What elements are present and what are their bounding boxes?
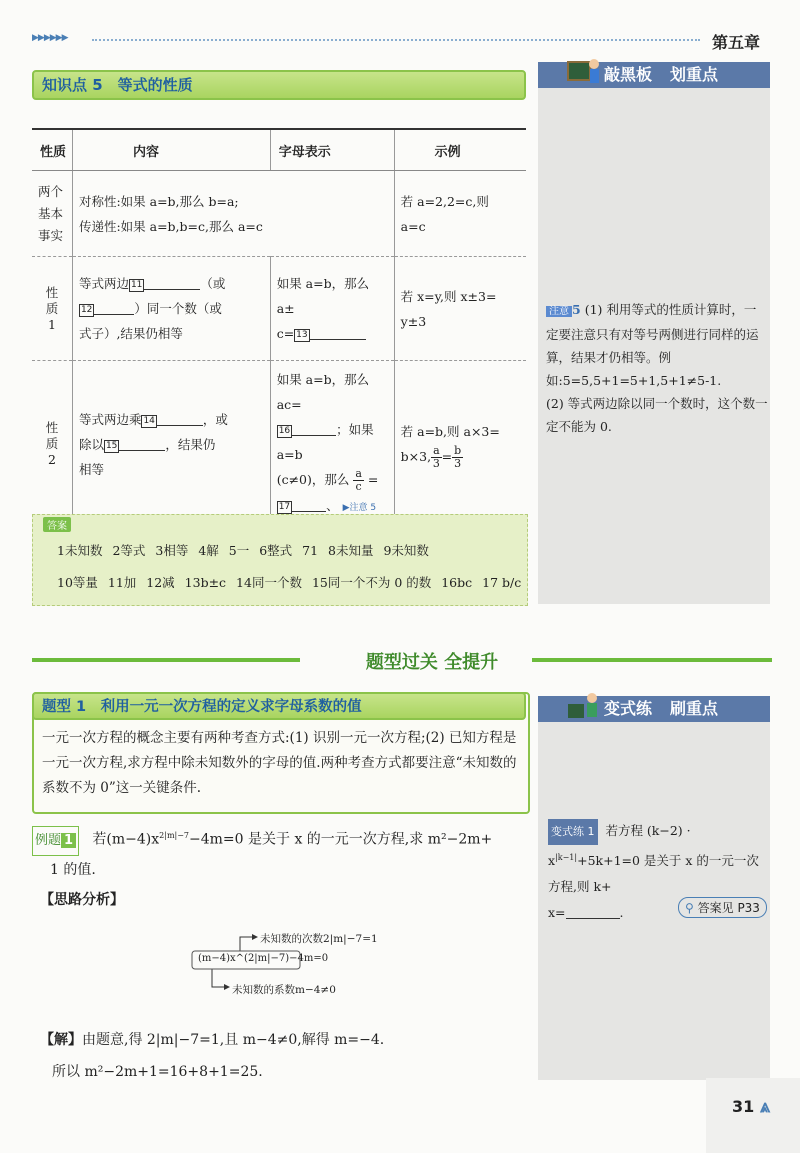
blank-number: 15 (105, 440, 118, 451)
property-letters (270, 257, 394, 361)
property-example (394, 361, 526, 528)
solution-text: 由题意,得 2|m|−7=1,且 m−4≠0,解得 m=−4. (82, 1032, 385, 1048)
property-content (72, 257, 270, 361)
page-number (732, 1096, 770, 1117)
section-divider (32, 650, 772, 672)
content-text: ，结果仍 (165, 436, 216, 452)
answer-reference-text: 答案见 P33 (697, 901, 760, 915)
blank-number: 11 (130, 280, 143, 290)
col-header: 内容 (72, 129, 270, 171)
answer-item: 1未知数 (57, 543, 103, 558)
table-row (32, 171, 526, 257)
exponent: |k−1| (555, 853, 578, 862)
compass-icon: ⩓ (759, 1096, 770, 1117)
answer-item: 4解 (198, 543, 219, 558)
blank-number: 13 (296, 330, 308, 340)
blank-number: 12 (80, 305, 93, 315)
answer-item: 14同一个数 (236, 575, 302, 590)
note-paragraph: (1) 利用等式的性质计算时，一定要注意只有对等号两侧进行同样的运算，结果才仍相等。例如:5=5,5+1=5+1,5+1≠5-1. (546, 302, 759, 388)
answer-item: 9未知数 (383, 543, 429, 558)
answers-box (32, 514, 528, 606)
fill-blank[interactable] (119, 436, 165, 451)
letters-text: (c≠0)，那么 (276, 472, 350, 487)
answer-item: 12减 (146, 575, 175, 590)
answers-tag: 答案 (43, 517, 71, 532)
example-label-text: 例题 (35, 832, 62, 848)
content-text: 式子）,结果仍相等 (78, 326, 183, 341)
content-line: 传递性:如果 a=b,b=c,那么 a=c (78, 218, 263, 234)
example-text: b×3, (400, 448, 432, 464)
col-header: 字母表示 (270, 129, 394, 171)
example-text: −4m=0 是关于 x 的一元一次方程,求 m²−2m+ (189, 831, 493, 848)
properties-table (32, 128, 526, 528)
fill-blank[interactable] (292, 497, 326, 512)
student-figure-icon (566, 690, 602, 722)
fill-blank[interactable] (144, 275, 200, 290)
header-arrows: ▶▶▶▶▶▶ (32, 33, 68, 43)
col-header: 示例 (394, 129, 526, 171)
answer-item: 2等式 (112, 543, 146, 558)
content-text: ，或 (202, 411, 228, 427)
page-header-rule (32, 33, 704, 45)
note-paragraph: (2) 等式两边除以同一个数时，这个数一定不能为 0. (546, 396, 768, 434)
exponent: 2|m|−7 (159, 831, 190, 840)
variant-label-text: 变式练 (551, 825, 584, 838)
header-dotted-line (92, 39, 700, 41)
example-line: 若 a=b,则 a×3= (400, 423, 500, 439)
note-label: 注意 (546, 306, 572, 317)
blank-number: 17 (278, 502, 291, 512)
letters-text: ；如果 a=b (276, 422, 374, 462)
answer-item: 71 (302, 543, 319, 558)
blank-number: 14 (143, 415, 155, 426)
property-example (394, 171, 526, 257)
letters-text: 如果 a=b，那么 ac= (276, 372, 370, 412)
example-label (32, 826, 79, 856)
property-content (72, 361, 270, 528)
analysis-title: 【思路分析】 (40, 892, 124, 908)
letters-text: 、 (326, 498, 339, 513)
chapter-title: 第五章 (712, 33, 761, 52)
answer-item: 16bc (441, 575, 473, 590)
note-number: 5 (572, 302, 581, 317)
fill-blank[interactable] (94, 300, 134, 315)
property-name: 两个 基本 事实 (32, 171, 72, 257)
answer-item: 17 b/c (482, 575, 522, 590)
pin-icon: ⚲ (685, 901, 694, 915)
answer-item: 10等量 (57, 575, 98, 590)
blank-number: 16 (278, 426, 291, 436)
note-reference-link[interactable]: ▶注意 5 (342, 503, 377, 513)
flow-top-text: 未知数的次数2|m|−7=1 (260, 933, 378, 945)
divider-line (32, 658, 300, 662)
table-header-row (32, 129, 526, 171)
content-text: 等式两边 (78, 276, 129, 291)
answer-item: 8未知量 (328, 543, 374, 558)
content-text: （或 (200, 276, 226, 291)
answer-item: 11加 (107, 575, 137, 590)
fill-blank[interactable] (157, 411, 203, 426)
answer-item: 15同一个不为 0 的数 (311, 575, 432, 590)
analysis-flow-diagram (190, 925, 430, 1005)
fill-blank[interactable] (310, 325, 366, 340)
variant-text: x= (548, 905, 566, 921)
example-problem (32, 822, 532, 856)
example-line: y±3 (400, 313, 427, 329)
flow-bottom-text: 未知数的系数m−4≠0 (232, 984, 336, 996)
solution-label: 【解】 (40, 1032, 82, 1048)
section-title-bar: 知识点 5 等式的性质 (32, 70, 526, 100)
right-panel-subtitle: 划重点 (670, 65, 719, 84)
col-header: 性质 (32, 129, 72, 171)
answers-row (57, 541, 435, 559)
table-row (32, 361, 526, 528)
right-panel-subtitle: 刷重点 (670, 699, 719, 718)
answers-row (57, 573, 527, 591)
example-text: 1 的值. (50, 862, 96, 878)
content-text: 等式两边乘 (78, 411, 142, 427)
example-line: 若 a=2,2=c,则 (400, 193, 489, 209)
variant-text: . (619, 905, 624, 921)
example-text: 若(m−4)x (92, 831, 160, 848)
table-row (32, 257, 526, 361)
property-letters: 如果 a=b，那么 ac= 16 ；如果 a=b (c≠0)，那么 $\frac{a}{c}$ = 17 、 ▶注意 5 (270, 361, 394, 528)
question-type-description: 一元一次方程的概念主要有两种考查方式:(1) 识别一元一次方程;(2) 已知方程是一元一次方程,求方程中除未知数外的字母的值.两种考查方式都要注意“未知数的系数不为 0”这一关键条件. (42, 730, 517, 796)
divider-title: 题型过关 全提升 (365, 652, 499, 673)
answer-reference-link[interactable] (678, 897, 767, 918)
variant-label (548, 819, 598, 845)
right-panel-title: 变式练 (604, 699, 653, 718)
attention-note (546, 298, 768, 438)
example-line: 若 x=y,则 x±3= (400, 288, 497, 304)
content-text: ）同一个数（或 (134, 301, 222, 316)
teacher-blackboard-icon (566, 56, 602, 88)
answer-item: 5一 (228, 543, 250, 558)
property-content (72, 171, 394, 257)
variant-number: 1 (587, 825, 595, 838)
fraction: $\frac{b}{3}$ (454, 443, 462, 470)
question-type-title: 题型 1 利用一元一次方程的定义求字母系数的值 (32, 692, 526, 720)
example-text: = (441, 448, 453, 464)
letters-text: c= (276, 326, 295, 341)
solution-line (40, 1026, 384, 1054)
example-line: a=c (400, 218, 426, 234)
fill-blank[interactable] (566, 904, 620, 919)
answer-item: 3相等 (155, 543, 189, 558)
content-text: 相等 (78, 461, 104, 477)
fill-blank[interactable] (292, 421, 336, 436)
flow-equation: (m−4)x^(2|m|−7)−4m=0 (198, 953, 329, 964)
right-panel-title: 敲黑板 (604, 65, 653, 84)
example-number: 1 (61, 833, 76, 848)
content-line: 对称性:如果 a=b,那么 b=a; (78, 193, 239, 209)
property-name: 性 质 2 (32, 361, 72, 528)
question-type-box (32, 692, 530, 814)
page-number-text: 31 (732, 1097, 755, 1116)
letters-text: 如果 a=b，那么 a± (276, 276, 370, 316)
property-example (394, 257, 526, 361)
variant-text: +5k+1=0 是关于 x 的一元一次方程,则 k+ (548, 853, 759, 895)
answer-item: 13b±c (184, 575, 227, 590)
variant-text: 若方程 (k−2) · x (548, 823, 691, 869)
fraction: $\frac{a}{c}$ (355, 467, 362, 493)
answer-item: 6整式 (259, 543, 293, 558)
property-name: 性 质 1 (32, 257, 72, 361)
divider-line (532, 658, 772, 662)
solution-text: 所以 m²−2m+1=16+8+1=25. (52, 1064, 263, 1080)
content-text: 除以 (78, 436, 104, 452)
fraction: $\frac{a}{3}$ (432, 443, 440, 470)
